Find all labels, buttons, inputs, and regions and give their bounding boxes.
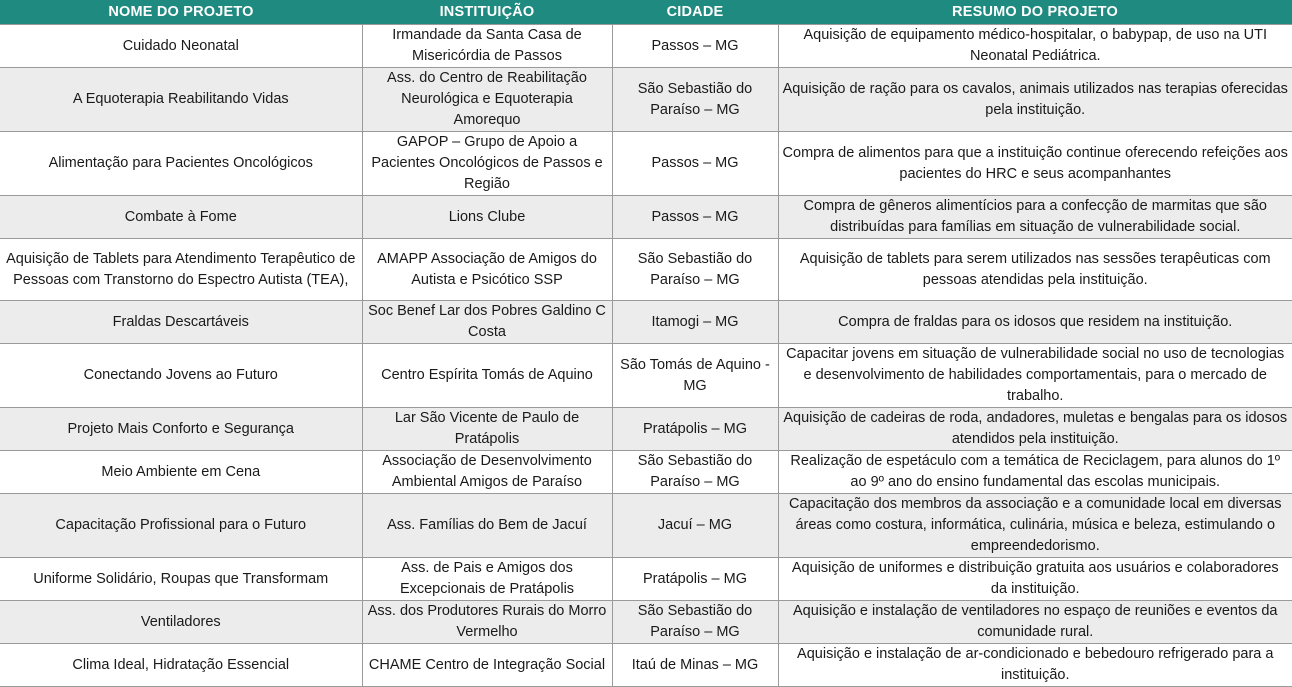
table-row	[0, 68, 1292, 132]
cell-resumo: Compra de alimentos para que a instituição continue oferecendo refeições aos pacientes do HRC e seus acompanhantes	[778, 132, 1292, 196]
cell-cidade: Pratápolis – MG	[612, 408, 778, 451]
cell-instituicao: Lions Clube	[362, 196, 612, 239]
cell-nome: Combate à Fome	[0, 196, 362, 239]
cell-instituicao: Soc Benef Lar dos Pobres Galdino C Costa	[362, 301, 612, 344]
cell-nome: Alimentação para Pacientes Oncológicos	[0, 132, 362, 196]
cell-cidade: Passos – MG	[612, 132, 778, 196]
table-body	[0, 25, 1292, 687]
header-nome-do-projeto: NOME DO PROJETO	[0, 0, 362, 25]
table-row	[0, 408, 1292, 451]
table-row	[0, 494, 1292, 558]
table-row	[0, 301, 1292, 344]
cell-cidade: Itaú de Minas – MG	[612, 644, 778, 687]
table-row	[0, 451, 1292, 494]
cell-instituicao: GAPOP – Grupo de Apoio a Pacientes Oncológicos de Passos e Região	[362, 132, 612, 196]
table-row	[0, 601, 1292, 644]
header-cidade: CIDADE	[612, 0, 778, 25]
cell-instituicao: Ass. dos Produtores Rurais do Morro Vermelho	[362, 601, 612, 644]
cell-resumo: Compra de fraldas para os idosos que residem na instituição.	[778, 301, 1292, 344]
cell-resumo: Aquisição de tablets para serem utilizados nas sessões terapêuticas com pessoas atendidas pela instituição.	[778, 239, 1292, 301]
table-row	[0, 132, 1292, 196]
cell-resumo: Aquisição de cadeiras de roda, andadores, muletas e bengalas para os idosos atendidos pela instituição.	[778, 408, 1292, 451]
table-row	[0, 196, 1292, 239]
cell-instituicao: AMAPP Associação de Amigos do Autista e Psicótico SSP	[362, 239, 612, 301]
table-header	[0, 0, 1292, 25]
cell-resumo: Compra de gêneros alimentícios para a confecção de marmitas que são distribuídas para famílias em situação de vulnerabilidade social.	[778, 196, 1292, 239]
cell-instituicao: Irmandade da Santa Casa de Misericórdia de Passos	[362, 25, 612, 68]
cell-instituicao: Associação de Desenvolvimento Ambiental Amigos de Paraíso	[362, 451, 612, 494]
cell-nome: Fraldas Descartáveis	[0, 301, 362, 344]
cell-cidade: Passos – MG	[612, 25, 778, 68]
cell-resumo: Aquisição de equipamento médico-hospitalar, o babypap, de uso na UTI Neonatal Pediátrica.	[778, 25, 1292, 68]
header-row	[0, 0, 1292, 25]
cell-resumo: Aquisição e instalação de ventiladores no espaço de reuniões e eventos da comunidade rural.	[778, 601, 1292, 644]
cell-instituicao: Ass. de Pais e Amigos dos Excepcionais de Pratápolis	[362, 558, 612, 601]
cell-nome: Projeto Mais Conforto e Segurança	[0, 408, 362, 451]
cell-nome: Uniforme Solidário, Roupas que Transformam	[0, 558, 362, 601]
cell-cidade: São Sebastião do Paraíso – MG	[612, 68, 778, 132]
cell-resumo: Capacitar jovens em situação de vulnerabilidade social no uso de tecnologias e desenvolvimento de habilidades comportamentais, para o mercado de trabalho.	[778, 344, 1292, 408]
cell-cidade: São Sebastião do Paraíso – MG	[612, 601, 778, 644]
cell-resumo: Aquisição de uniformes e distribuição gratuita aos usuários e colaboradores da instituição.	[778, 558, 1292, 601]
cell-cidade: São Sebastião do Paraíso – MG	[612, 239, 778, 301]
header-resumo-do-projeto: RESUMO DO PROJETO	[778, 0, 1292, 25]
cell-nome: Capacitação Profissional para o Futuro	[0, 494, 362, 558]
cell-cidade: São Sebastião do Paraíso – MG	[612, 451, 778, 494]
cell-instituicao: Lar São Vicente de Paulo de Pratápolis	[362, 408, 612, 451]
cell-cidade: Pratápolis – MG	[612, 558, 778, 601]
cell-resumo: Capacitação dos membros da associação e a comunidade local em diversas áreas como costura, informática, culinária, música e beleza, estimulando o empreendedorismo.	[778, 494, 1292, 558]
cell-cidade: Itamogi – MG	[612, 301, 778, 344]
header-instituicao: INSTITUIÇÃO	[362, 0, 612, 25]
cell-resumo: Aquisição e instalação de ar-condicionado e bebedouro refrigerado para a instituição.	[778, 644, 1292, 687]
table-row	[0, 644, 1292, 687]
cell-nome: Clima Ideal, Hidratação Essencial	[0, 644, 362, 687]
table-row	[0, 344, 1292, 408]
cell-resumo: Aquisição de ração para os cavalos, animais utilizados nas terapias oferecidas pela instituição.	[778, 68, 1292, 132]
cell-nome: Cuidado Neonatal	[0, 25, 362, 68]
cell-cidade: Jacuí – MG	[612, 494, 778, 558]
cell-instituicao: Centro Espírita Tomás de Aquino	[362, 344, 612, 408]
cell-nome: Ventiladores	[0, 601, 362, 644]
cell-resumo: Realização de espetáculo com a temática de Reciclagem, para alunos do 1º ao 9º ano do ensino fundamental das escolas municipais.	[778, 451, 1292, 494]
cell-nome: Aquisição de Tablets para Atendimento Terapêutico de Pessoas com Transtorno do Espectro Autista (TEA),	[0, 239, 362, 301]
cell-instituicao: Ass. do Centro de Reabilitação Neurológica e Equoterapia Amorequo	[362, 68, 612, 132]
cell-cidade: São Tomás de Aquino - MG	[612, 344, 778, 408]
cell-cidade: Passos – MG	[612, 196, 778, 239]
cell-instituicao: Ass. Famílias do Bem de Jacuí	[362, 494, 612, 558]
table-row	[0, 25, 1292, 68]
cell-nome: Meio Ambiente em Cena	[0, 451, 362, 494]
cell-instituicao: CHAME Centro de Integração Social	[362, 644, 612, 687]
cell-nome: A Equoterapia Reabilitando Vidas	[0, 68, 362, 132]
cell-nome: Conectando Jovens ao Futuro	[0, 344, 362, 408]
table-row	[0, 239, 1292, 301]
table-row	[0, 558, 1292, 601]
